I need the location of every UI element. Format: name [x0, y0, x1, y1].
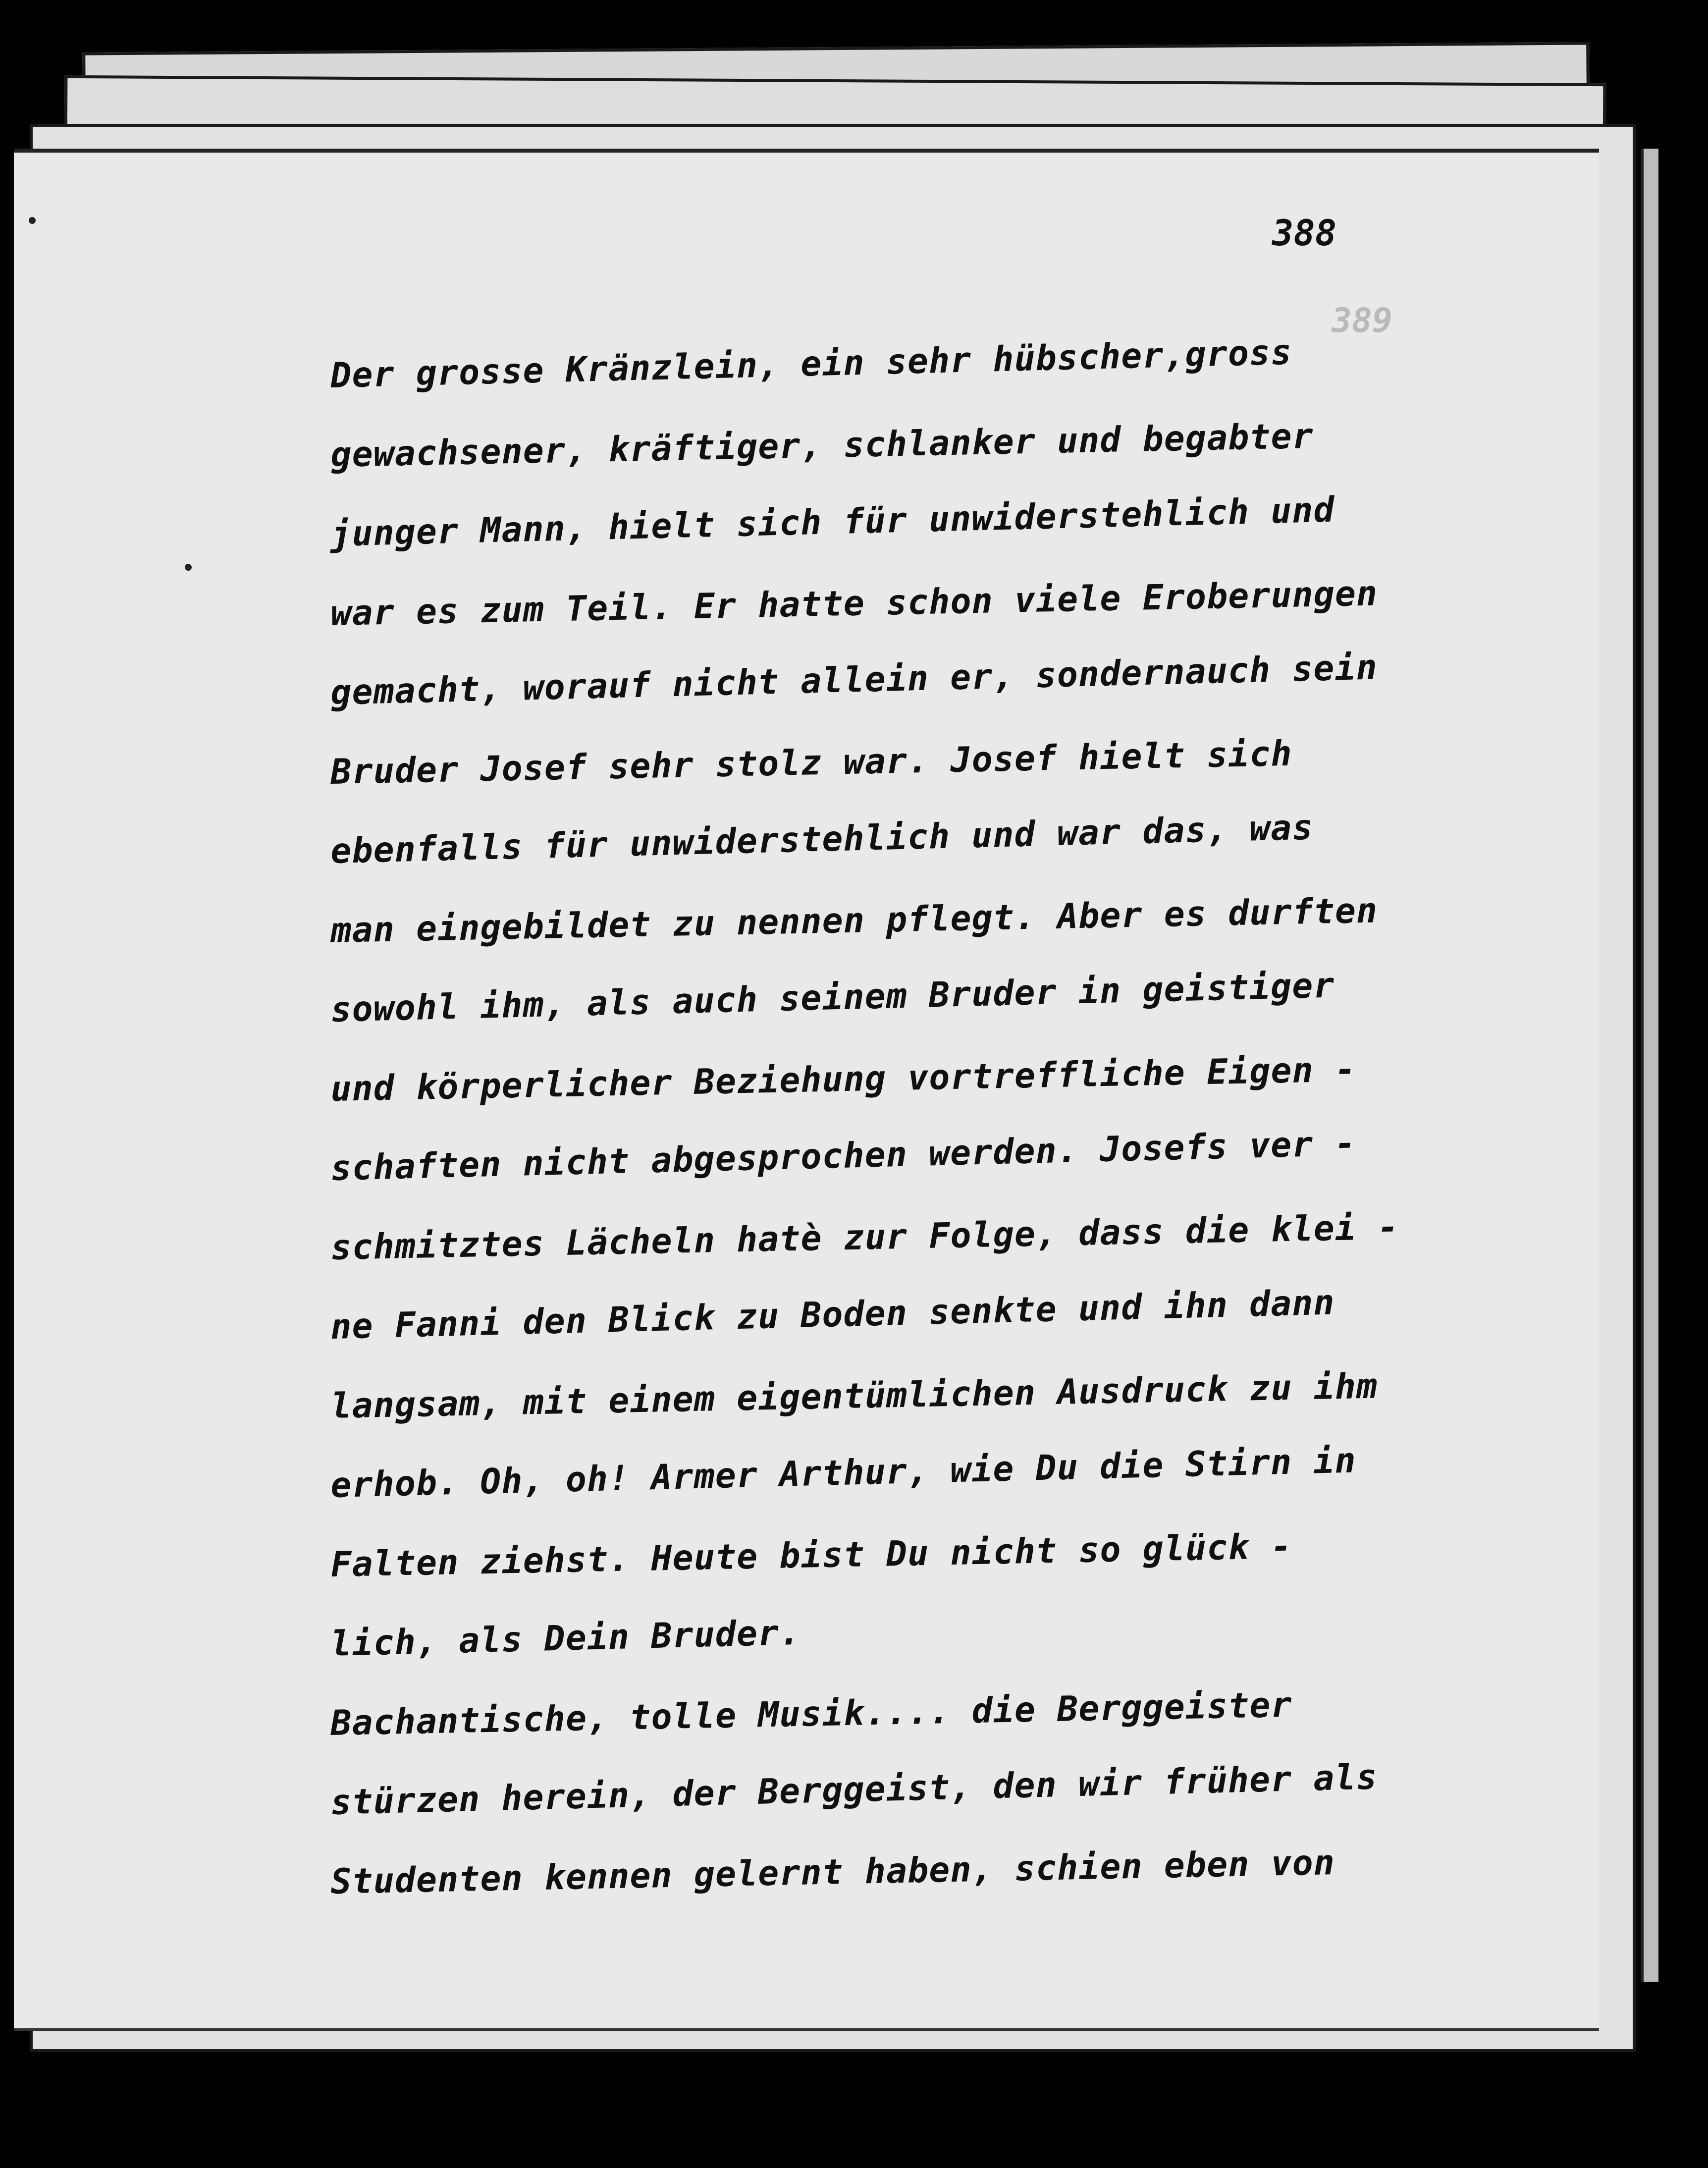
- text-line: man eingebildet zu nennen pflegt. Aber es durften: [330, 890, 1378, 951]
- scan-speck: [185, 564, 192, 571]
- bleed-through-page-number: 389: [1332, 301, 1392, 340]
- text-line: Bachantische, tolle Musik.... die Berggeister: [330, 1684, 1293, 1743]
- text-line: ebenfalls für unwiderstehlich und war das, was: [330, 807, 1314, 871]
- text-line: gemacht, worauf nicht allein er, sondernauch sein: [330, 647, 1378, 713]
- scan-speck: [29, 217, 36, 224]
- body-text: [330, 331, 1569, 1936]
- text-line: langsam, mit einem eigentümlichen Ausdruck zu ihm: [330, 1365, 1378, 1426]
- text-line: Bruder Josef sehr stolz war. Josef hielt sich: [330, 733, 1293, 792]
- text-line: sowohl ihm, als auch seinem Bruder in geistiger: [330, 965, 1335, 1030]
- page-number: 388: [1272, 212, 1337, 254]
- text-line: erhob. Oh, oh! Armer Arthur, wie Du die Stirn in: [330, 1440, 1357, 1506]
- text-line: war es zum Teil. Er hatte schon viele Eroberungen: [330, 573, 1378, 634]
- text-line: gewachsener, kräftiger, schlanker und begabter: [330, 415, 1314, 475]
- text-line: schmitztes Lächeln hatè zur Folge, dass die klei -: [330, 1206, 1400, 1268]
- text-line: ne Fanni den Blick zu Boden senkte und ihn dann: [330, 1282, 1335, 1347]
- text-line: Studenten kennen gelernt haben, schien eben von: [330, 1842, 1335, 1902]
- text-line: schaften nicht abgesprochen werden. Josefs ver -: [330, 1123, 1357, 1189]
- text-line: junger Mann, hielt sich für unwiderstehlich und: [330, 489, 1335, 554]
- stack-edge: [1641, 149, 1658, 1982]
- text-line: Der grosse Kränzlein, ein sehr hübscher,gross: [330, 331, 1293, 396]
- text-line: und körperlicher Beziehung vortreffliche Eigen -: [330, 1049, 1357, 1109]
- text-line: stürzen herein, der Berggeist, den wir früher als: [330, 1756, 1378, 1823]
- text-line: lich, als Dein Bruder.: [330, 1612, 801, 1664]
- text-line: Falten ziehst. Heute bist Du nicht so glück -: [330, 1525, 1293, 1585]
- typewritten-page: [14, 149, 1599, 2031]
